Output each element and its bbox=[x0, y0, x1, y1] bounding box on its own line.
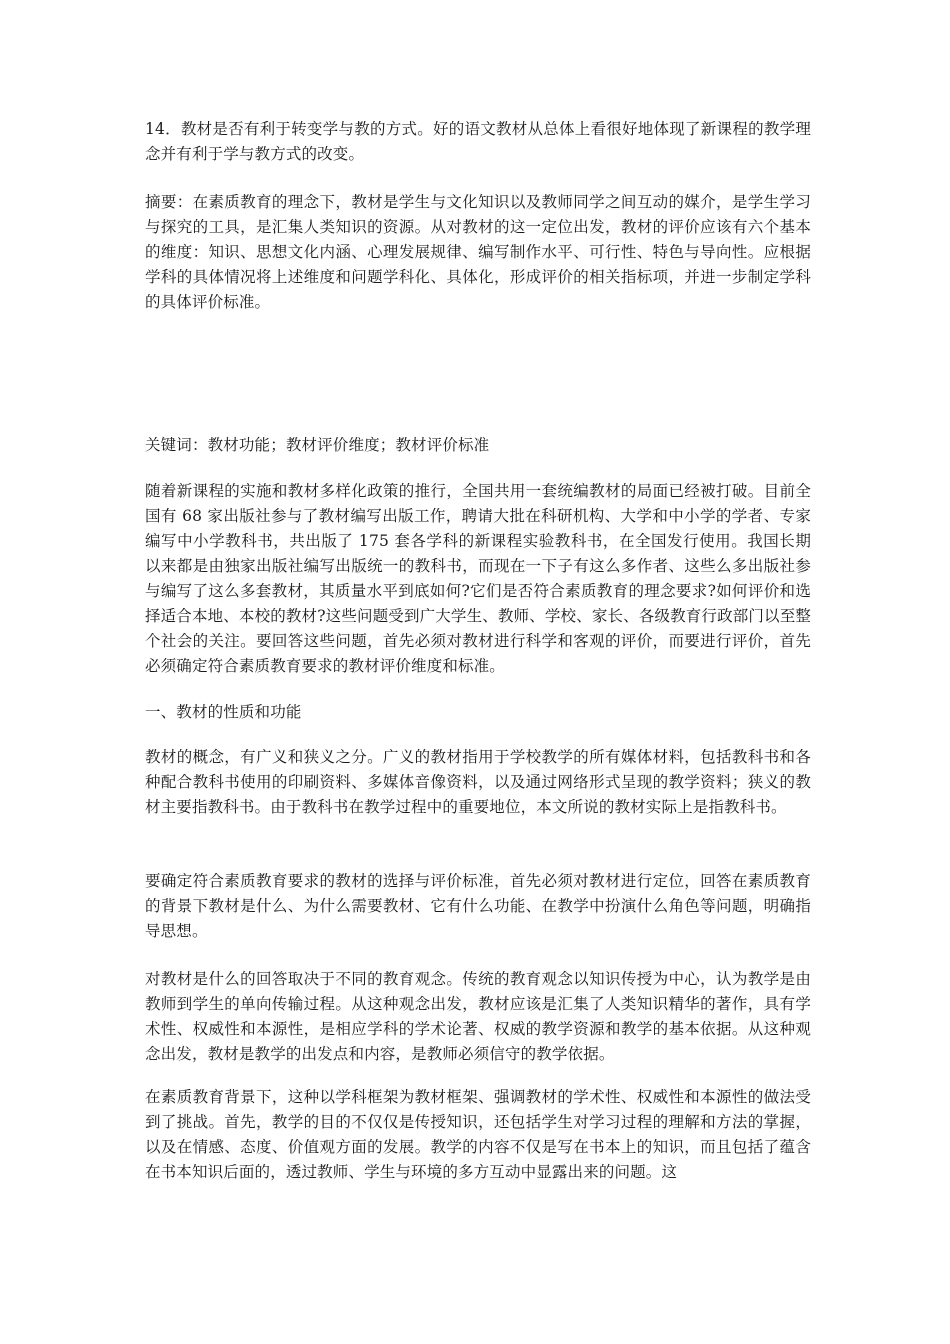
keywords-paragraph: 关键词：教材功能；教材评价维度；教材评价标准 bbox=[145, 436, 490, 454]
body-paragraph: 要确定符合素质教育要求的教材的选择与评价标准，首先必须对教材进行定位，回答在素质教育的背景下教材是什么、为什么需要教材、它有什么功能、在教学中扮演什么角色等问题，明确指导思想。 bbox=[145, 872, 811, 940]
body-paragraph: 在素质教育背景下，这种以学科框架为教材框架、强调教材的学术性、权威性和本源性的做法受到了挑战。首先，教学的目的不仅仅是传授知识，还包括学生对学习过程的理解和方法的掌握，以及在情感、态度、价值观方面的发展。教学的内容不仅是写在书本上的知识，而且包括了蕴含在书本知识后面的，透过教师、学生与环境的多方互动中显露出来的问题。这 bbox=[145, 1088, 811, 1181]
section-heading: 一、教材的性质和功能 bbox=[145, 703, 302, 721]
intro-paragraph: 随着新课程的实施和教材多样化政策的推行，全国共用一套统编教材的局面已经被打破。目前全国有 68 家出版社参与了教材编写出版工作，聘请大批在科研机构、大学和中小学的学者、专家编写中小学教科书，共出版了 175 套各学科的新课程实验教科书，在全国发行使用。我国长期以来都是由独家出版社编写出版统一的教科书，而现在一下子有这么多作者、这些么多出版社参与编写了这么多套教材，其质量水平到底如何?它们是否符合素质教育的理念要求?如何评价和选择适合本地、本校的教材?这些问题受到广大学生、教师、学校、家长、各级教育行政部门以至整个社会的关注。要回答这些问题，首先必须对教材进行科学和客观的评价，而要进行评价，首先必须确定符合素质教育要求的教材评价维度和标准。 bbox=[145, 482, 811, 675]
body-paragraph: 对教材是什么的回答取决于不同的教育观念。传统的教育观念以知识传授为中心，认为教学是由教师到学生的单向传输过程。从这种观念出发，教材应该是汇集了人类知识精华的著作，具有学术性、权威性和本源性，是相应学科的学术论著、权威的教学资源和教学的基本依据。从这种观念出发，教材是教学的出发点和内容，是教师必须信守的教学依据。 bbox=[145, 970, 811, 1063]
body-paragraph: 教材的概念，有广义和狭义之分。广义的教材指用于学校教学的所有媒体材料，包括教科书和各种配合教科书使用的印刷资料、多媒体音像资料，以及通过网络形式呈现的教学资料；狭义的教材主要指教科书。由于教科书在教学过程中的重要地位，本文所说的教材实际上是指教科书。 bbox=[145, 748, 811, 816]
paragraph-item-14: 14．教材是否有利于转变学与教的方式。好的语文教材从总体上看很好地体现了新课程的教学理念并有利于学与教方式的改变。 bbox=[145, 120, 811, 163]
abstract-paragraph: 摘要：在素质教育的理念下，教材是学生与文化知识以及教师同学之间互动的媒介，是学生学习与探究的工具，是汇集人类知识的资源。从对教材的这一定位出发，教材的评价应该有六个基本的维度：知识、思想文化内涵、心理发展规律、编写制作水平、可行性、特色与导向性。应根据学科的具体情况将上述维度和问题学科化、具体化，形成评价的相关指标项，并进一步制定学科的具体评价标准。 bbox=[145, 193, 811, 311]
